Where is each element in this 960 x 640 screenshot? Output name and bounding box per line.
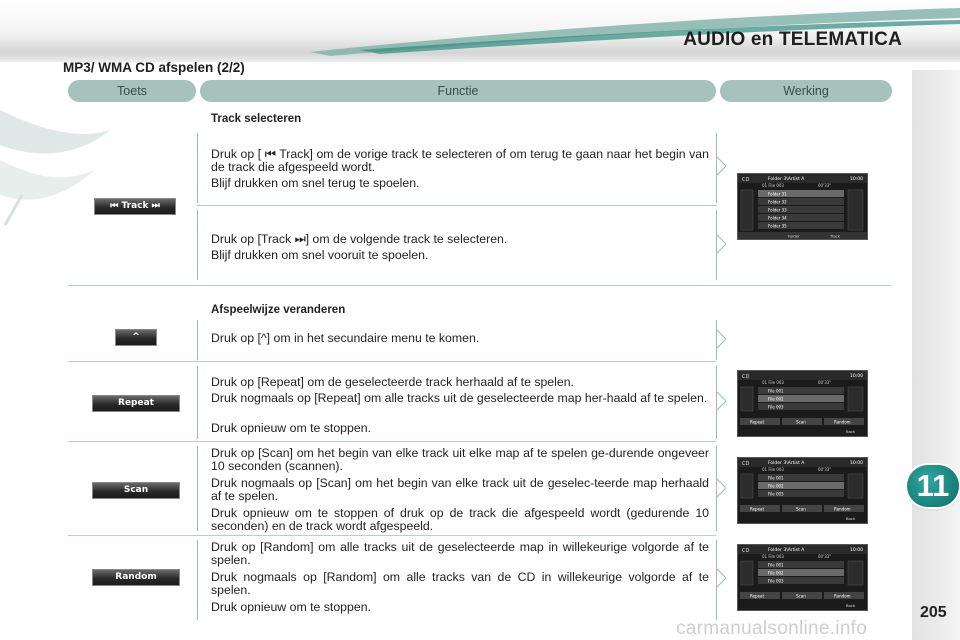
screen-back-button: Back bbox=[846, 429, 856, 434]
svg-text:CD: CD bbox=[742, 177, 750, 183]
up-text: Druk op [^] om in het secundaire menu te komen. bbox=[211, 331, 480, 345]
screen-random-button: Random bbox=[834, 419, 851, 425]
row-line-left bbox=[197, 133, 198, 203]
screen-scan-button: Scan bbox=[796, 506, 806, 512]
screen-file-label: 01 File 003 bbox=[762, 467, 784, 472]
screen-file-item: File 003 bbox=[768, 578, 784, 584]
screen-clock: 10:00 bbox=[850, 177, 863, 182]
svg-text:CD: CD bbox=[742, 374, 750, 380]
screen-repeat-button: Repeat bbox=[750, 593, 765, 599]
screen-folder-title: Folder 3\Artist A bbox=[768, 548, 805, 553]
decorative-swoosh bbox=[0, 100, 110, 240]
row-line-left bbox=[197, 320, 198, 360]
chevron-right-icon bbox=[716, 234, 726, 254]
chevron-right-icon bbox=[716, 391, 726, 411]
track-key-label: Track bbox=[121, 201, 149, 211]
repeat-text-2: Druk nogmaals op [Repeat] om alle tracks uit de geselecteerde map her-haald af te spelen. bbox=[211, 391, 708, 405]
screen-random-button: Random bbox=[834, 506, 851, 512]
section-title-playmode: Afspeelwijze veranderen bbox=[211, 304, 346, 316]
screen-file-item: File 001 bbox=[768, 388, 784, 394]
row-line-left bbox=[197, 446, 198, 531]
row-line-left bbox=[197, 540, 198, 620]
screen-clock: 10:00 bbox=[850, 461, 863, 466]
screen-folder-list bbox=[737, 173, 868, 240]
header-title: AUDIO en TELEMATICA bbox=[683, 29, 902, 50]
random-key[interactable]: Random bbox=[92, 569, 180, 586]
column-header-functie: Functie bbox=[200, 80, 716, 102]
screen-folder-item: Folder 35 bbox=[768, 223, 787, 229]
track-prev-hold-text: Blijf drukken om snel terug te spoelen. bbox=[211, 176, 420, 190]
section-title-track: Track selecteren bbox=[211, 113, 302, 125]
scan-text-1: Druk op [Scan] om het begin van elke track uit elke map af te spelen ge-durende ongeveer 10 seconden (scannen). bbox=[211, 446, 709, 473]
screen-file-item: File 001 bbox=[768, 562, 784, 568]
track-key[interactable] bbox=[94, 198, 176, 215]
random-text-1: Druk op [Random] om alle tracks uit de geselecteerde map in willekeurige volgorde af te spelen. bbox=[211, 540, 709, 567]
screen-folder-item: Folder 32 bbox=[768, 199, 787, 205]
screen-repeat-button: Repeat bbox=[750, 419, 765, 425]
screen-folder-title: Folder 3\Artist A bbox=[768, 177, 805, 182]
prev-track-icon: ⏮ bbox=[110, 201, 119, 211]
track-prev-text: Druk op [ ⏮ Track] om de vorige track te selecteren of om terug te gaan naar het begin van de track die afgespeeld wordt. bbox=[211, 147, 709, 174]
screen-clock: 10:00 bbox=[850, 374, 863, 379]
screen-folder-item: Folder 33 bbox=[768, 207, 787, 213]
screen-back-button: Back bbox=[846, 603, 856, 608]
screen-random-button: Random bbox=[834, 593, 851, 599]
screen-file-item: File 003 bbox=[768, 404, 784, 410]
column-header-werking: Werking bbox=[720, 80, 892, 102]
screen-file-label: 01 File 003 bbox=[762, 380, 784, 385]
chevron-right-icon bbox=[716, 568, 726, 588]
screen-file-label: 01 File 003 bbox=[762, 183, 784, 188]
scan-text-3: Druk opnieuw om te stoppen of druk op de track die afgespeeld wordt (gedurende 10 seconden) en de track wordt afgespeeld. bbox=[211, 506, 709, 533]
screen-file-item: File 002 bbox=[768, 570, 784, 576]
screen-folder-item: Folder 31 bbox=[768, 191, 787, 197]
up-key[interactable] bbox=[115, 329, 157, 346]
screen-elapsed: 00'33" bbox=[818, 380, 832, 385]
screen-file-item: File 002 bbox=[768, 483, 784, 489]
screen-repeat bbox=[737, 370, 868, 437]
row-line-left bbox=[197, 366, 198, 439]
scan-text-2: Druk nogmaals op [Scan] om het begin van elke track uit de geselec-teerde map herhaald af te spelen. bbox=[211, 476, 709, 503]
chevron-up-icon: ^ bbox=[132, 332, 140, 342]
track-next-hold-text: Blijf drukken om snel vooruit te spoelen. bbox=[211, 248, 429, 262]
screen-scan-button: Scan bbox=[796, 593, 806, 599]
chapter-badge: 11 bbox=[907, 465, 959, 507]
repeat-text-3: Druk opnieuw om te stoppen. bbox=[211, 421, 371, 435]
repeat-text-1: Druk op [Repeat] om de geselecteerde track herhaald af te spelen. bbox=[211, 375, 574, 389]
screen-bottom-folder: Folder bbox=[788, 233, 800, 239]
screen-repeat-button: Repeat bbox=[750, 506, 765, 512]
section-divider bbox=[68, 285, 891, 286]
screen-clock: 10:00 bbox=[850, 548, 863, 553]
random-text-2: Druk nogmaals op [Random] om alle tracks van de CD in willekeurige volgorde af te spelen. bbox=[211, 570, 709, 597]
screen-elapsed: 00'33" bbox=[818, 467, 832, 472]
screen-scan bbox=[737, 457, 868, 524]
repeat-key[interactable]: Repeat bbox=[92, 395, 180, 412]
right-sidebar bbox=[912, 70, 960, 640]
next-track-icon: ⏭ bbox=[151, 201, 160, 211]
page-title: MP3/ WMA CD afspelen (2/2) bbox=[63, 60, 245, 75]
svg-text:CD: CD bbox=[742, 461, 750, 467]
screen-file-label: 01 File 003 bbox=[762, 554, 784, 559]
screen-random bbox=[737, 544, 868, 611]
row-divider bbox=[197, 205, 717, 206]
page-number: 205 bbox=[920, 604, 947, 621]
row-divider bbox=[68, 361, 716, 362]
screen-elapsed: 00'33" bbox=[818, 183, 832, 188]
scan-key[interactable]: Scan bbox=[92, 482, 180, 499]
row-divider bbox=[68, 535, 716, 536]
chevron-right-icon bbox=[716, 478, 726, 498]
random-text-3: Druk opnieuw om te stoppen. bbox=[211, 600, 371, 614]
chevron-right-icon bbox=[716, 329, 726, 349]
svg-text:CD: CD bbox=[742, 548, 750, 554]
chevron-right-icon bbox=[716, 156, 726, 176]
screen-file-item: File 002 bbox=[768, 396, 784, 402]
screen-bottom-track: Track bbox=[830, 233, 840, 239]
screen-elapsed: 00'33" bbox=[818, 554, 832, 559]
track-next-text: Druk op [Track ⏭] om de volgende track te selecteren. bbox=[211, 232, 508, 246]
screen-back-button: Back bbox=[846, 516, 856, 521]
watermark: carmanualsonline.info bbox=[676, 618, 868, 639]
column-header-toets: Toets bbox=[68, 80, 196, 102]
row-line-left bbox=[197, 210, 198, 280]
screen-folder-item: Folder 34 bbox=[768, 215, 787, 221]
screen-folder-title: Folder 3\Artist A bbox=[768, 461, 805, 466]
row-divider bbox=[68, 441, 716, 442]
screen-file-item: File 001 bbox=[768, 475, 784, 481]
screen-file-item: File 003 bbox=[768, 491, 784, 497]
screen-scan-button: Scan bbox=[796, 419, 806, 425]
